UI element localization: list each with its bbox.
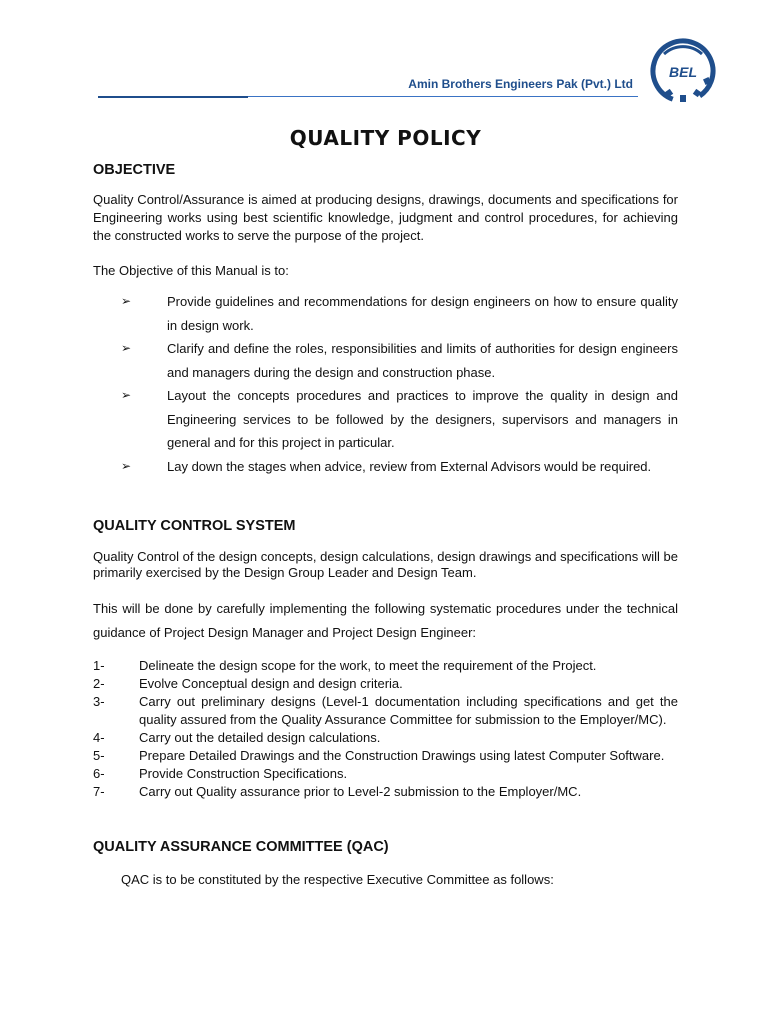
quality-control-intro: This will be done by carefully implementing the following systematic procedures under the technical guidance of Project Design Manager and Project Design Engineer: [93,601,678,640]
bullet-arrow-icon: ➢ [121,388,132,402]
page-header [0,0,768,110]
objective-list [93,290,678,478]
list-item: 1- Delineate the design scope for the work, to meet the requirement of the Project. [93,658,597,673]
quality-control-paragraph: Quality Control of the design concepts, design calculations, design drawings and specifications will be primarily exercised by the Design Group Leader and Design Team. [93,549,678,580]
list-item: 2- Evolve Conceptual design and design criteria. [93,676,403,691]
company-logo [650,38,716,104]
bullet-arrow-icon: ➢ [121,294,132,308]
list-item: 7- Carry out Quality assurance prior to Level-2 submission to the Employer/MC. [93,784,582,799]
quality-control-heading: QUALITY CONTROL SYSTEM [93,518,296,534]
list-item: 4- Carry out the detailed design calculations. [93,730,381,745]
document-body [93,126,678,889]
list-item: 3- Carry out preliminary designs (Level-1 documentation including specifications and get the quality assured from the Quality Assurance Committee for submission to the Employer/MC). [93,694,678,727]
logo-text: BEL [669,64,697,80]
company-name: Amin Brothers Engineers Pak (Pvt.) Ltd [408,77,633,91]
list-item: 6- Provide Construction Specifications. [93,766,348,781]
list-item: 5- Prepare Detailed Drawings and the Construction Drawings using latest Computer Software. [93,748,665,763]
list-item: ➢ Clarify and define the roles, responsibilities and limits of authorities for design engineers and managers during the design and construction phase. [93,337,678,384]
list-item: ➢ Layout the concepts procedures and practices to improve the quality in design and Engineering services to be followed by the designers, supervisors and managers in general and for this project in particular. [93,384,678,455]
header-rule-accent [98,96,248,98]
objective-intro: The Objective of this Manual is to: [93,263,289,278]
objective-heading: OBJECTIVE [93,162,176,178]
bullet-arrow-icon: ➢ [121,341,132,355]
list-item: ➢ Lay down the stages when advice, review from External Advisors would be required. [93,455,678,479]
procedure-list [93,657,678,801]
objective-paragraph: Quality Control/Assurance is aimed at producing designs, drawings, documents and specifications for Engineering works using best scientific knowledge, judgment and control procedures, for achieving the constructed works to serve the purpose of the project. [93,192,678,243]
page-title: QUALITY POLICY [289,126,482,150]
qac-paragraph: QAC is to be constituted by the respective Executive Committee as follows: [121,872,554,887]
bullet-arrow-icon: ➢ [121,458,132,473]
list-item: ➢ Provide guidelines and recommendations for design engineers on how to ensure quality in design work. [93,290,678,337]
qac-heading: QUALITY ASSURANCE COMMITTEE (QAC) [93,839,389,855]
